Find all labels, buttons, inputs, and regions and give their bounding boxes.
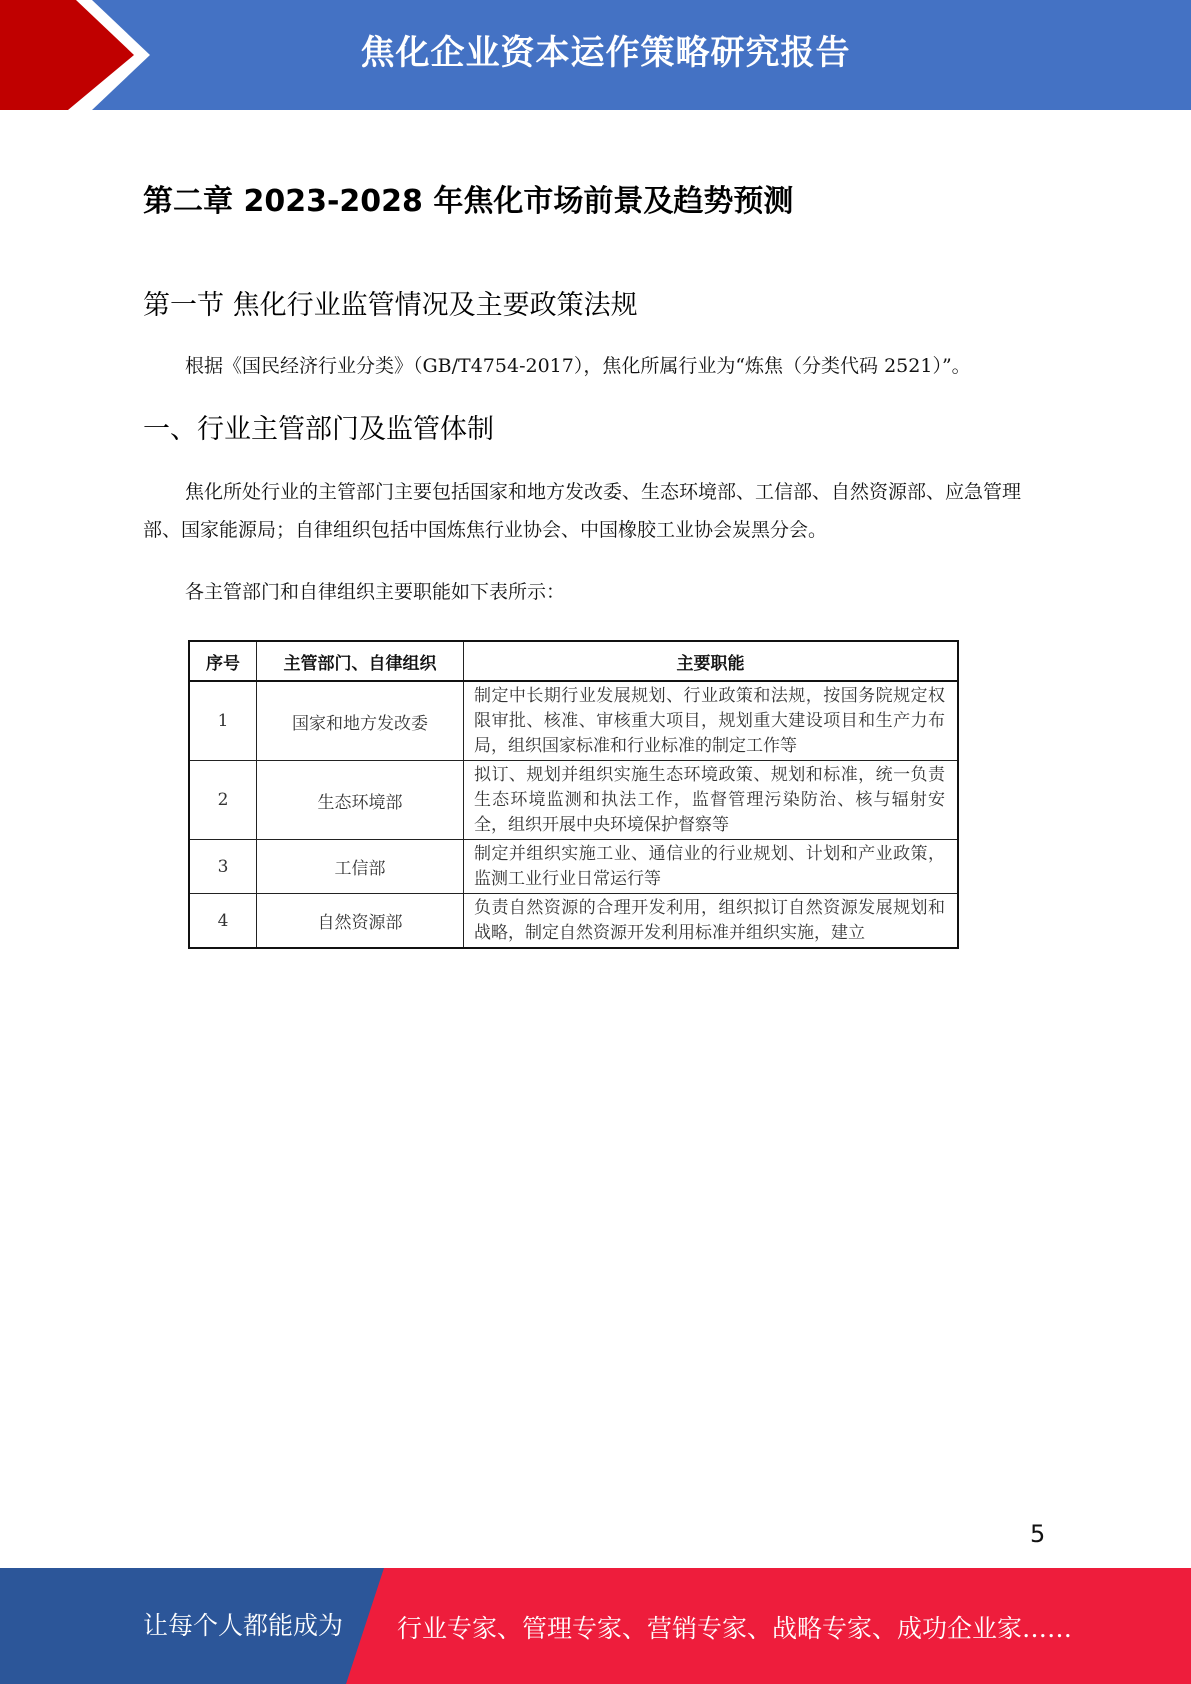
table-intro-paragraph: 各主管部门和自律组织主要职能如下表所示：	[185, 581, 566, 603]
table-row	[189, 681, 958, 761]
report-footer	[0, 1568, 1191, 1684]
department-cell: 自然资源部	[257, 894, 464, 949]
authorities-paragraph: 焦化所处行业的主管部门主要包括国家和地方发改委、生态环境部、工信部、自然资源部、应急管理部、国家能源局；自律组织包括中国炼焦行业协会、中国橡胶工业协会炭黑分会。	[143, 481, 1022, 541]
chapter-title: 第二章 2023-2028 年焦化市场前景及趋势预测	[143, 184, 794, 219]
duty-cell: 制定中长期行业发展规划、行业政策和法规，按国务院规定权限审批、核准、审核重大项目，规划重大建设项目和生产力布局，组织国家标准和行业标准的制定工作等	[464, 681, 959, 761]
duty-cell: 负责自然资源的合理开发利用，组织拟订自然资源发展规划和战略，制定自然资源开发利用标准并组织实施，建立	[464, 894, 959, 949]
duty-cell: 拟订、规划并组织实施生态环境政策、规划和标准，统一负责生态环境监测和执法工作，监督管理污染防治、核与辐射安全，组织开展中央环境保护督察等	[464, 761, 959, 840]
table-row	[189, 840, 958, 894]
department-cell: 生态环境部	[257, 761, 464, 840]
footer-slogan-left: 让每个人都能成为	[143, 1611, 344, 1640]
duty-cell: 制定并组织实施工业、通信业的行业规划、计划和产业政策，监测工业行业日常运行等	[464, 840, 959, 894]
authorities-duties-table	[188, 640, 959, 949]
subsection-title: 一、行业主管部门及监管体制	[143, 414, 494, 445]
header-cell-number: 序号	[189, 641, 257, 681]
classification-paragraph: 根据《国民经济行业分类》（GB/T4754-2017），焦化所属行业为“炼焦（分类代码 2521）”。	[185, 355, 971, 377]
header-cell-department: 主管部门、自律组织	[257, 641, 464, 681]
row-number-cell: 3	[189, 840, 257, 894]
section-title: 第一节 焦化行业监管情况及主要政策法规	[143, 290, 638, 321]
header-cell-duties: 主要职能	[464, 641, 959, 681]
report-header	[0, 0, 1191, 110]
footer-slogan-right: 行业专家、管理专家、营销专家、战略专家、成功企业家……	[397, 1614, 1073, 1643]
row-number-cell: 1	[189, 681, 257, 761]
row-number-cell: 2	[189, 761, 257, 840]
table-row	[189, 761, 958, 840]
table-row	[189, 894, 958, 949]
row-number-cell: 4	[189, 894, 257, 949]
department-cell: 工信部	[257, 840, 464, 894]
table-header-row	[189, 641, 958, 681]
department-cell: 国家和地方发改委	[257, 681, 464, 761]
page-number: 5	[1030, 1520, 1046, 1548]
report-title: 焦化企业资本运作策略研究报告	[360, 33, 851, 73]
